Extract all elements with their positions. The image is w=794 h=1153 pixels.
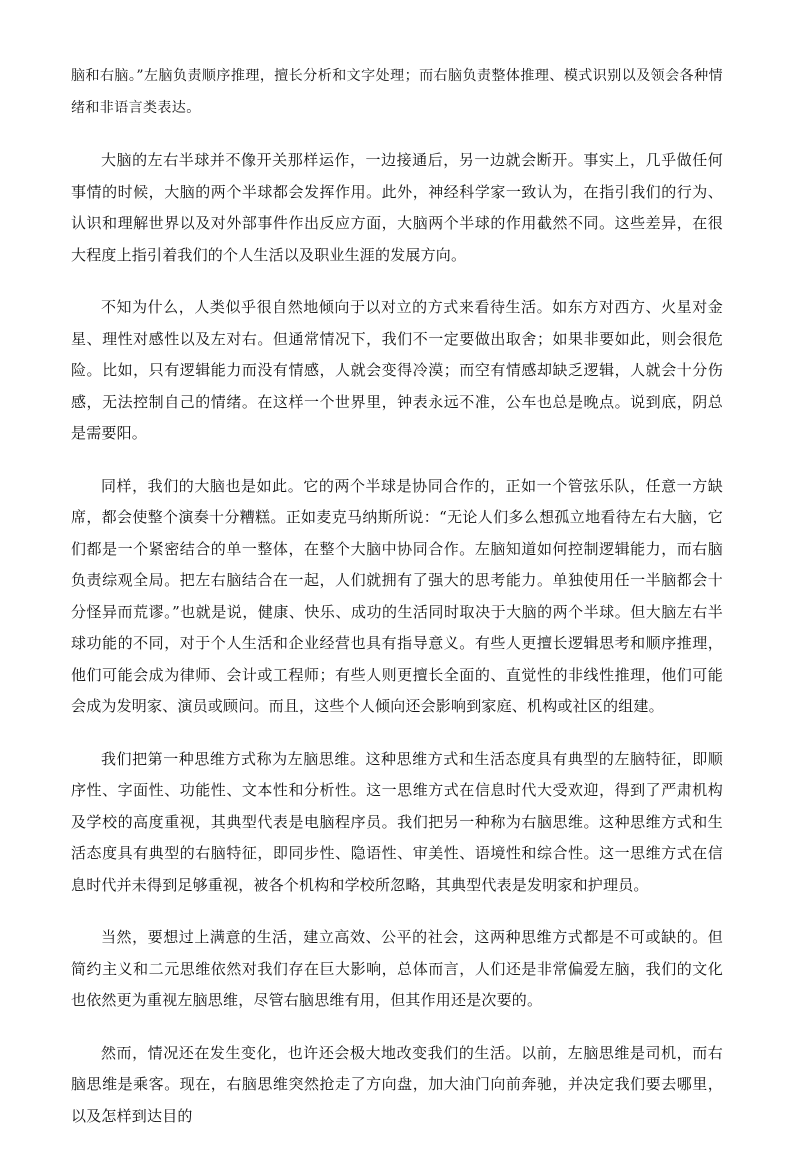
paragraph-3: 不知为什么，人类似乎很自然地倾向于以对立的方式来看待生活。如东方对西方、火星对金星、理性对感性以及左对右。但通常情况下，我们不一定要做出取舍；如果非要如此，则会很危险。比如，只有逻辑能力而没有情感，人就会变得冷漠；而空有情感却缺乏逻辑，人就会十分伤感，无法控制自己的情绪。在这样一个世界里，钟表永远不准，公车也总是晚点。说到底，阴总是需要阳。 — [71, 298, 723, 442]
paragraph-5: 我们把第一种思维方式称为左脑思维。这种思维方式和生活态度具有典型的左脑特征，即顺序性、字面性、功能性、文本性和分析性。这一思维方式在信息时代大受欢迎，得到了严肃机构及学校的高度重视，其典型代表是电脑程序员。我们把另一种称为右脑思维。这种思维方式和生活态度具有典型的右脑特征，即同步性、隐语性、审美性、语境性和综合性。这一思维方式在信息时代并未得到足够重视，被各个机构和学校所忽略，其典型代表是发明家和护理员。 — [71, 749, 723, 894]
paragraph-4: 同样，我们的大脑也是如此。它的两个半球是协同合作的，正如一个管弦乐队，任意一方缺席，都会使整个演奏十分糟糕。正如麦克马纳斯所说：“无论人们多么想孤立地看待左右大脑，它们都是一个紧密结合的单一整体，在整个大脑中协同合作。左脑知道如何控制逻辑能力，而右脑负责综观全局。把左右脑结合在一起，人们就拥有了强大的思考能力。单独使用任一半脑都会十分怪异而荒谬。”也就是说，健康、快乐、成功的生活同时取决于大脑的两个半球。但大脑左右半球功能的不同，对于个人生活和企业经营也具有指导意义。有些人更擅长逻辑思考和顺序推理，他们可能会成为律师、会计或工程师；有些人则更擅长全面的、直觉性的非线性推理，他们可能会成为发明家、演员或顾问。而且，这些个人倾向还会影响到家庭、机构或社区的组建。 — [71, 476, 723, 715]
document-body — [71, 61, 723, 1153]
paragraph-7: 然而，情况还在发生变化，也许还会极大地改变我们的生活。以前，左脑思维是司机，而右脑思维是乘客。现在，右脑思维突然抢走了方向盘，加大油门向前奔驰，并决定我们要去哪里，以及怎样到达目的 — [71, 1043, 723, 1125]
paragraph-2: 大脑的左右半球并不像开关那样运作，一边接通后，另一边就会断开。事实上，几乎做任何事情的时候，大脑的两个半球都会发挥作用。此外，神经科学家一致认为，在指引我们的行为、认识和理解世界以及对外部事件作出反应方面，大脑两个半球的作用截然不同。这些差异，在很大程度上指引着我们的个人生活以及职业生涯的发展方向。 — [71, 151, 723, 264]
paragraph-1: 脑和右脑。”左脑负责顺序推理，擅长分析和文字处理；而右脑负责整体推理、模式识别以及领会各种情绪和非语言类表达。 — [71, 68, 723, 116]
paragraph-6: 当然，要想过上满意的生活，建立高效、公平的社会，这两种思维方式都是不可或缺的。但简约主义和二元思维依然对我们存在巨大影响，总体而言，人们还是非常偏爱左脑，我们的文化也依然更为重视左脑思维，尽管右脑思维有用，但其作用还是次要的。 — [71, 928, 723, 1009]
